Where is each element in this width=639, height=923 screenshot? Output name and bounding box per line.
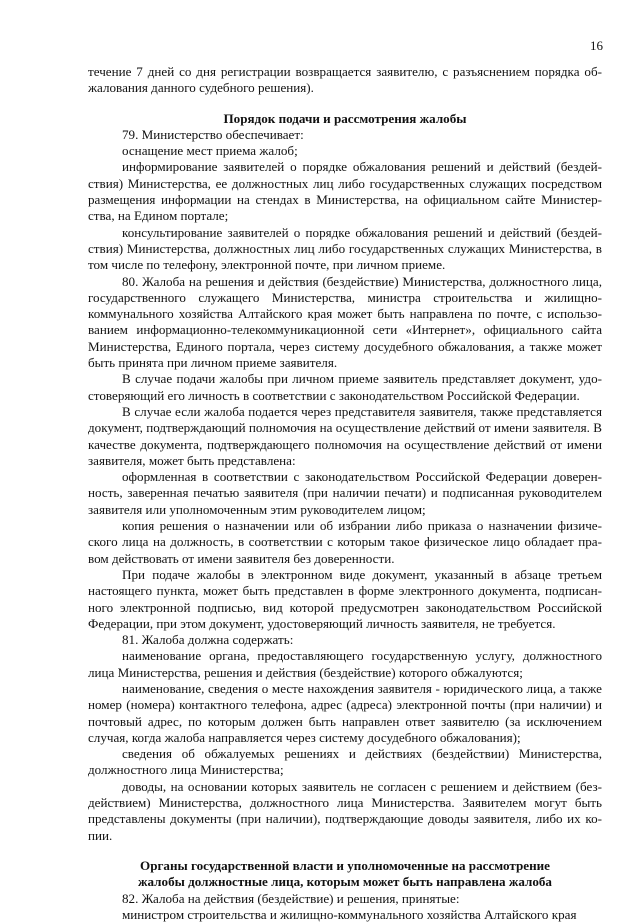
paragraph: доводы, на основании которых заявитель не согласен с решением и действием (бездействием) Министерства, должностного лица Министерства. Заявителем могут быть представлены документы (при наличии), подтверждающие доводы заявителя, либо их копии. xyxy=(88,778,602,843)
page-number: 16 xyxy=(590,38,603,53)
paragraph: 79. Министерство обеспечивает: xyxy=(122,126,304,142)
paragraph: течение 7 дней со дня регистрации возвращается заявителю, с разъяснением порядка обжалования данного судебного решения). xyxy=(88,64,602,96)
paragraph: наименование органа, предоставляющего государственную услугу, должностного лица Министерства, решения и действия (бездействие) которого обжалуются; xyxy=(88,648,602,680)
paragraph: копия решения о назначении или об избрании либо приказа о назначении физического лица на должность, в соответствии с которым такое физическое лицо обладает правом действовать от имени заявителя без доверенности. xyxy=(88,518,602,566)
section-heading-line: жалобы должностные лица, которым может быть направлена жалоба xyxy=(138,874,552,890)
section-heading xyxy=(88,858,602,891)
paragraph: министром строительства и жилищно-коммунального хозяйства Алтайского края xyxy=(122,906,577,922)
paragraph: 81. Жалоба должна содержать: xyxy=(122,632,294,648)
paragraph: информирование заявителей о порядке обжалования решений и действий (бездействия) Министерства, ее должностных лиц либо государственных служащих посредством размещения информации на стендах в Министерства, на официальном сайте Министерства, на Едином портале; xyxy=(88,159,602,224)
paragraph: оснащение мест приема жалоб; xyxy=(122,143,298,159)
section-heading: Порядок подачи и рассмотрения жалобы xyxy=(223,110,467,126)
paragraph: В случае подачи жалобы при личном приеме заявитель представляет документ, удостоверяющий его личность в соответствии с законодательством Российской Федерации. xyxy=(88,371,602,403)
paragraph: 80. Жалоба на решения и действия (бездействие) Министерства, должностного лица, государственного служащего Министерства, министра строительства и жилищно-коммунального хозяйства Алтайского края может быть направлена по почте, с использованием информационно-телекоммуникационной сети «Интернет», официального сайта Министерства, Единого портала, через систему досудебного обжалования, а также может быть принята при личном приеме заявителя. xyxy=(88,273,602,371)
paragraph: консультирование заявителей о порядке обжалования решений и действий (бездействия) Министерства, должностных лиц либо государственных служащих Министерства, в том числе по телефону, электронной почте, при личном приеме. xyxy=(88,224,602,273)
paragraph: При подаче жалобы в электронном виде документ, указанный в абзаце третьем настоящего пункта, может быть представлен в форме электронного документа, подписанного электронной подписью, вид которой предусмотрен законодательством Российской Федерации, при этом документ, удостоверяющий личность заявителя, не требуется. xyxy=(88,566,602,631)
paragraph: 82. Жалоба на действия (бездействие) и решения, принятые: xyxy=(122,890,460,906)
section-heading-line: Органы государственной власти и уполномоченные на рассмотрение xyxy=(140,857,550,873)
paragraph: оформленная в соответствии с законодательством Российской Федерации доверенность, заверенная печатью заявителя (при наличии печати) и подписанная руководителем заявителя или уполномоченным этим руководителем лицом; xyxy=(88,469,602,517)
document-body xyxy=(88,64,602,923)
paragraph: сведения об обжалуемых решениях и действиях (бездействии) Министерства, должностного лица Министерства; xyxy=(88,746,602,778)
paragraph: наименование, сведения о месте нахождения заявителя - юридического лица, а также номер (номера) контактного телефона, адрес (адреса) электронной почты (при наличии) и почтовый адрес, по которым должен быть направлен ответ заявителю (за исключением случая, когда жалоба направляется через систему досудебного обжалования); xyxy=(88,680,602,745)
paragraph: В случае если жалоба подается через представителя заявителя, также представляется документ, подтверждающий полномочия на осуществление действий от имени заявителя. В качестве документа, подтверждающего полномочия на осуществление действий от имени заявителя, может быть представлена: xyxy=(88,403,602,468)
